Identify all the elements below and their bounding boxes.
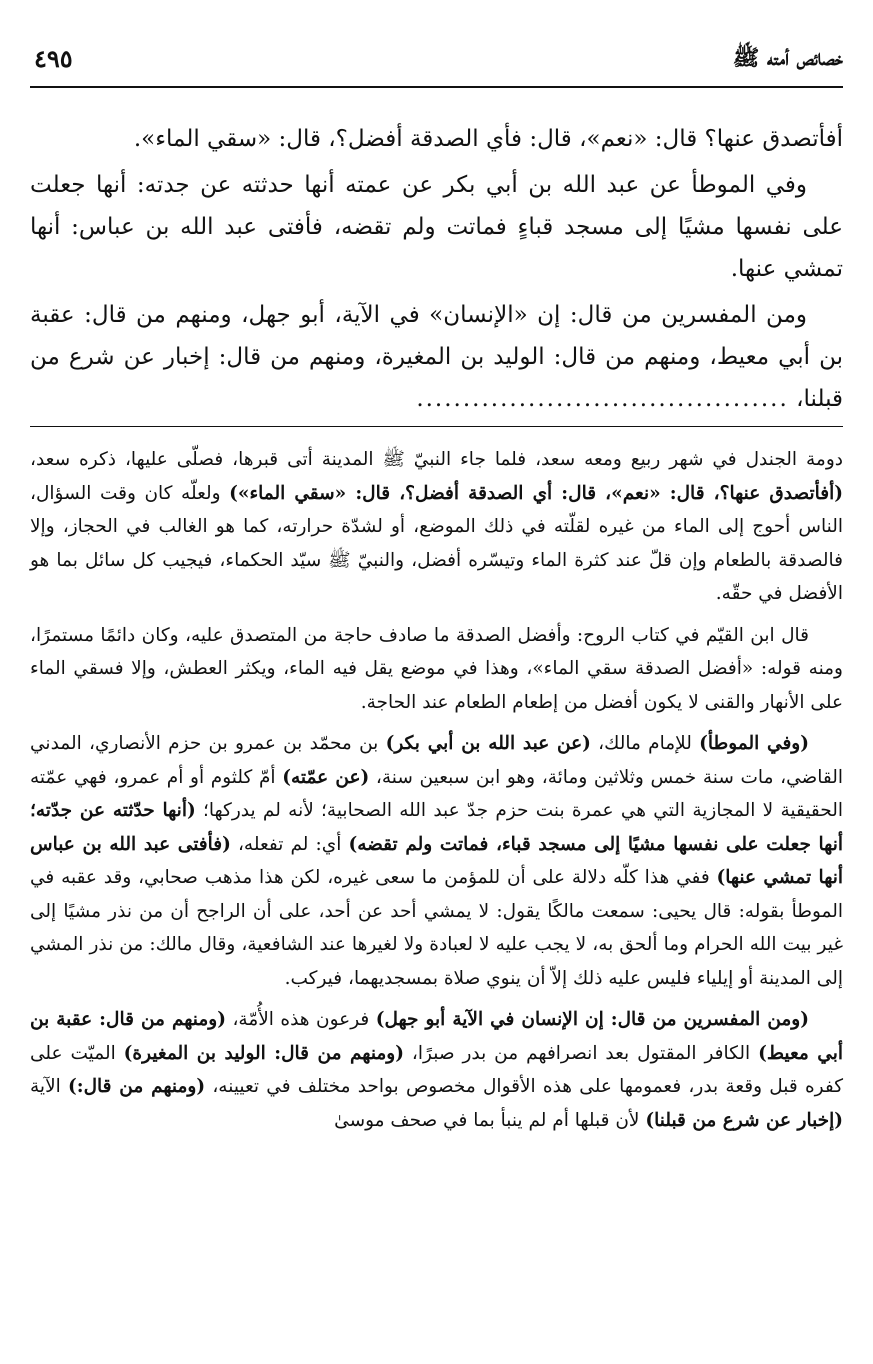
commentary-text: الآية	[30, 1076, 68, 1097]
main-text	[30, 118, 843, 420]
running-title: خصائص أمته ﷺ	[732, 45, 843, 71]
commentary-text: دومة الجندل في شهر ربيع ومعه سعد، فلما جاء النبيّ ﷺ المدينة أتى قبرها، فصلّى عليها، ذكره سعد،	[30, 449, 843, 470]
commentary-paragraph	[30, 727, 843, 995]
book-page	[30, 40, 843, 1340]
quoted-text: (إخبار عن شرع من قبلنا)	[645, 1109, 843, 1131]
quoted-text: (ومنهم من قال: الوليد بن المغيرة)	[123, 1042, 404, 1064]
quoted-text: (ومنهم من قال:)	[68, 1076, 206, 1097]
continuation-dots: ........................................	[416, 386, 789, 412]
commentary-text: للإمام مالك،	[590, 733, 700, 754]
main-paragraph: وفي الموطأ عن عبد الله بن أبي بكر عن عمته أنها حدثته عن جدته: أنها جعلت على نفسها مشيًا إلى مسجد قباءٍ فماتت ولم تقضه، فأفتى عبد الله بن عباس: أنها تمشي عنها.	[30, 172, 843, 282]
commentary	[30, 443, 843, 1137]
commentary-text: الكافر المقتول بعد انصرافهم من بدر صبرًا،	[404, 1042, 759, 1064]
commentary-text: لأن قبلها أم لم ينبأ بما في صحف موسىٰ	[334, 1109, 646, 1131]
commentary-paragraph: قال ابن القيّم في كتاب الروح: وأفضل الصدقة ما صادف حاجة من المتصدق عليه، وكان دائمًا مستمرًا، ومنه قوله: «أفضل الصدقة سقي الماء»، وهذا في موضع يقل فيه الماء، ويكثر العطش، وإلا فسقي الماء على الأنهار والقنى لا يكون أفضل من إطعام الطعام عند الحاجة.	[30, 624, 843, 713]
quoted-text: (عن عبد الله بن أبي بكر)	[385, 733, 591, 754]
commentary-text: بن محمّد بن عمرو بن حزم الأنصاري، المدني القاضي، مات سنة خمس وثلاثين ومائة، وهو ابن سبعين سنة،	[30, 733, 843, 788]
quoted-text: (فأفتى عبد الله بن عباس أنها تمشي عنها)	[30, 833, 844, 888]
commentary-text: ولعلّه كان وقت السؤال، الناس أحوج إلى الماء من غيره لقلّته في ذلك الموضع، أو لشدّة حرارته، كما هو الغالب في الحجاز، وإلا فالصدقة بالطعام وإن قلّ عند كثرة الماء وتيسّره أفضل، والنبيّ ﷺ سيّد الحكماء، فيجيب كل سائل بما هو الأفضل في حقّه.	[30, 482, 843, 604]
commentary-text: أمّ كلثوم أو أم عمرو، فهي عمّته الحقيقية لا المجازية التي هي عمرة بنت حزم جدّ عبد الله الصحابية؛ لأنه لم يدركها؛	[30, 766, 843, 821]
quoted-text: (ومن المفسرين من قال: إن الإنسان في الآية أبو جهل)	[375, 1009, 809, 1030]
page-header	[30, 40, 843, 88]
commentary-paragraph	[30, 1003, 843, 1137]
footnote-separator	[30, 426, 843, 427]
commentary-text: فرعون هذه الأُمّة،	[225, 1009, 376, 1030]
commentary-paragraph	[30, 443, 843, 611]
quoted-text: (ومنهم من قال: عقبة بن أبي معيط)	[30, 1009, 843, 1064]
quoted-text: (عن عمّته)	[282, 766, 370, 788]
main-paragraph-text: ومن المفسرين من قال: إن «الإنسان» في الآية، أبو جهل، ومنهم من قال: عقبة بن أبي معيط، ومنهم من قال: الوليد بن المغيرة، ومنهم من قال: إخبار عن شرع من قبلنا،	[30, 302, 843, 412]
main-paragraph	[30, 294, 843, 420]
commentary-text: أي: لم تفعله،	[230, 833, 349, 855]
page-number: ٤٩٥	[34, 44, 73, 73]
quoted-text: (أفأتصدق عنها؟، قال: «نعم»، قال: أي الصدقة أفضل؟، قال: «سقي الماء»)	[229, 482, 843, 504]
quoted-text: (وفي الموطأ)	[699, 733, 809, 754]
main-paragraph: أفأتصدق عنها؟ قال: «نعم»، قال: فأي الصدقة أفضل؟، قال: «سقي الماء».	[133, 126, 843, 152]
quoted-text: (أنها حدّثته عن جدّته؛ أنها جعلت على نفسها مشيًا إلى مسجد قباء، فماتت ولم تقضه)	[30, 800, 843, 855]
commentary-text: الميّت على كفره قبل وقعة بدر، فعمومها على هذه الأقوال مخصوص بواحد مختلف في تعيينه،	[30, 1042, 844, 1097]
commentary-text: ففي هذا كلّه دلالة على أن للمؤمن ما سعى غيره، لكن هذا مذهب صحابي، وقد عقبه في الموطأ بقوله: قال يحيى: سمعت مالكًا يقول: لا يمشي أحد عن أحد، على أن الراجح أن من نذر مشيًا إلى غير بيت الله الحرام وما ألحق به، لا يجب عليه لا لعبادة ولا لغيرها عند الشافعية، وقال مالك: من نذر المشي إلى المدينة أو إيلياء فليس عليه ذلك إلاّ أن ينوي صلاة بمسجديهما، فيركب.	[30, 867, 843, 989]
